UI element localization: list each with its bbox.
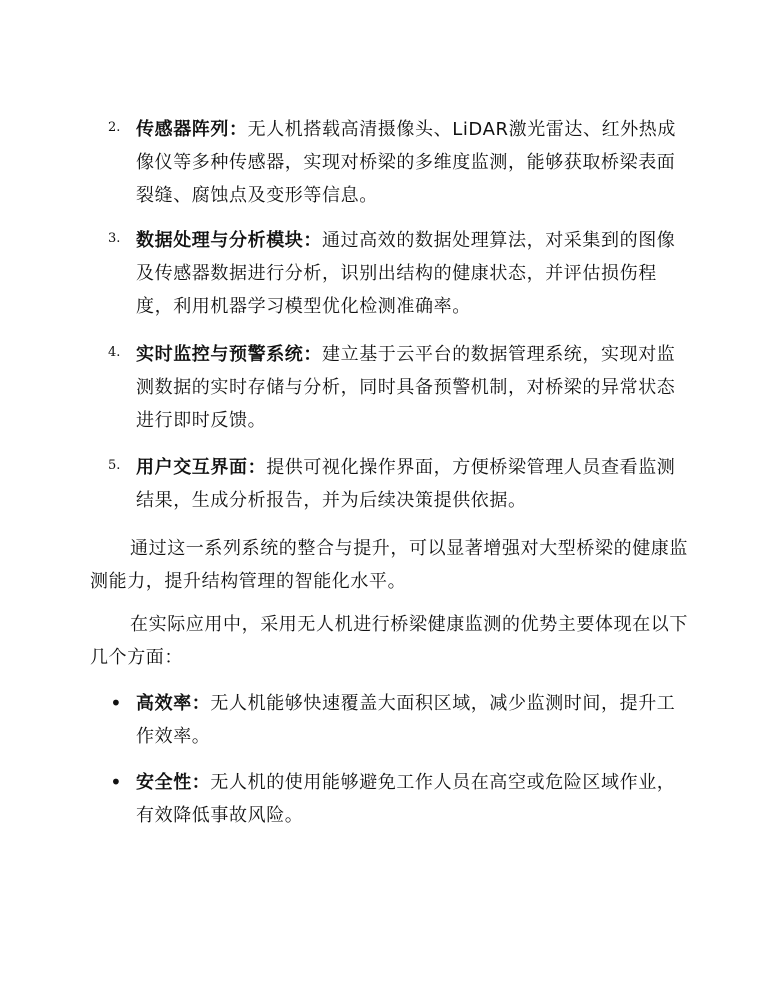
list-item-realtime-monitoring (108, 338, 688, 437)
bullet-item-body: 无人机的使用能够避免工作人员在高空或危险区域作业，有效降低事故风险。 (136, 772, 676, 826)
list-number: 3. (108, 231, 121, 246)
bullet-item-body: 无人机能够快速覆盖大面积区域，减少监测时间，提升工作效率。 (136, 693, 676, 747)
list-number: 5. (108, 458, 121, 473)
paragraph-advantages-intro: 在实际应用中，采用无人机进行桥梁健康监测的优势主要体现在以下几个方面： (90, 614, 688, 668)
bullet-item-title: 安全性： (136, 772, 211, 793)
bullet-icon: • (110, 691, 122, 715)
list-item-data-processing (108, 224, 688, 323)
bullet-item-title: 高效率： (136, 693, 211, 714)
list-item-title: 数据处理与分析模块： (136, 230, 322, 251)
list-item-text (136, 224, 688, 323)
list-item-text (136, 451, 688, 517)
list-item-body: 无人机搭载高清摄像头、LiDAR激光雷达、红外热成像仪等多种传感器，实现对桥梁的多维度监测，能够获取桥梁表面裂缝、腐蚀点及变形等信息。 (136, 119, 677, 206)
list-item-title: 用户交互界面： (136, 457, 267, 478)
bullet-item-text (136, 766, 688, 832)
list-item-body: 提供可视化操作界面，方便桥梁管理人员查看监测结果，生成分析报告，并为后续决策提供依据。 (136, 457, 676, 511)
list-number: 2. (108, 120, 121, 135)
list-item-title: 传感器阵列： (136, 119, 248, 140)
list-item-user-interface (108, 451, 688, 517)
list-item-body: 建立基于云平台的数据管理系统，实现对监测数据的实时存储与分析，同时具备预警机制，对桥梁的异常状态进行即时反馈。 (136, 344, 676, 431)
list-item-body: 通过高效的数据处理算法，对采集到的图像及传感器数据进行分析，识别出结构的健康状态，并评估损伤程度，利用机器学习模型优化检测准确率。 (136, 230, 676, 317)
list-item-text (136, 113, 688, 212)
list-item-title: 实时监控与预警系统： (136, 344, 322, 365)
list-number: 4. (108, 345, 121, 360)
paragraph-summary: 通过这一系列系统的整合与提升，可以显著增强对大型桥梁的健康监测能力，提升结构管理的智能化水平。 (90, 538, 688, 592)
bullet-icon: • (110, 770, 122, 794)
list-item-text (136, 338, 688, 437)
bullet-item-efficiency (108, 687, 688, 753)
bullet-item-text (136, 687, 688, 753)
bullet-item-safety (108, 766, 688, 832)
list-item-sensor-array (108, 113, 688, 212)
